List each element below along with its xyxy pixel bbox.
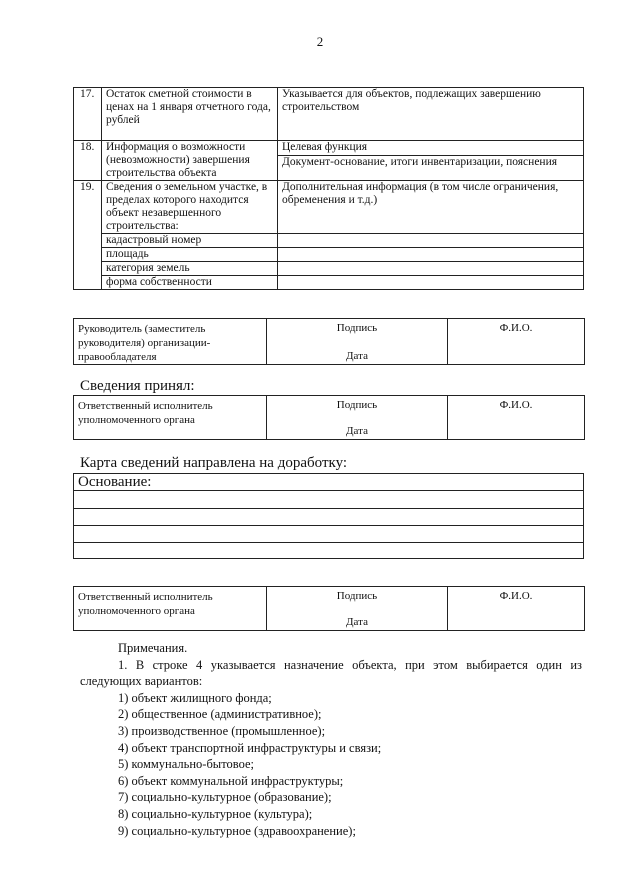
notes-paragraph-line: 1. В строке 4 указывается назначение объекта, при этом выбирается один из — [118, 657, 582, 672]
subrow-value — [278, 276, 584, 290]
subrow-label: кадастровый номер — [102, 234, 278, 248]
fio-cell[interactable] — [448, 587, 585, 631]
signature-cell[interactable] — [267, 319, 448, 365]
notes-section — [80, 640, 582, 839]
fio-label: Ф.И.О. — [499, 322, 533, 334]
fio-cell[interactable] — [448, 319, 585, 365]
row-number: 17. — [74, 88, 102, 141]
row-label: Сведения о земельном участке, в пределах которого находится объект незавершенного строительства: — [102, 181, 278, 234]
accepted-heading: Сведения принял: — [80, 378, 195, 394]
table-row — [74, 262, 584, 276]
list-item: 5) коммунально-бытовое; — [118, 757, 254, 772]
date-label: Дата — [346, 350, 368, 362]
list-item: 1) объект жилищного фонда; — [118, 690, 272, 705]
row-label: Информация о возможности (невозможности) завершения строительства объекта — [102, 141, 278, 181]
row-label: Остаток сметной стоимости в ценах на 1 января отчетного года, рублей — [102, 88, 278, 141]
signer-role: Ответственный исполнитель уполномоченного органа — [74, 396, 267, 440]
signature-label: Подпись — [336, 590, 378, 602]
notes-paragraph-line: следующих вариантов: — [80, 674, 203, 689]
basis-box[interactable] — [73, 473, 584, 559]
list-item: 7) социально-культурное (образование); — [118, 790, 332, 805]
basis-label: Основание: — [78, 474, 152, 490]
fio-cell[interactable] — [448, 396, 585, 440]
list-item: 3) производственное (промышленное); — [118, 723, 326, 738]
signature-label: Подпись — [336, 322, 378, 334]
row-value: Дополнительная информация (в том числе ограничения, обременения и т.д.) — [278, 181, 584, 234]
signature-cell[interactable] — [267, 587, 448, 631]
signer-role: Руководитель (заместитель руководителя) организации-правообладателя — [74, 319, 267, 365]
list-item: 6) объект коммунальной инфраструктуры; — [118, 773, 344, 788]
table-row — [74, 141, 584, 156]
row-number: 19. — [74, 181, 102, 290]
list-item: 9) социально-культурное (здравоохранение); — [118, 823, 356, 838]
fio-label: Ф.И.О. — [499, 590, 533, 602]
list-item: 2) общественное (административное); — [118, 707, 322, 722]
subrow-label: площадь — [102, 248, 278, 262]
row-number: 18. — [74, 141, 102, 181]
date-label: Дата — [346, 616, 368, 628]
notes-title: Примечания. — [118, 641, 188, 655]
list-item: 4) объект транспортной инфраструктуры и связи; — [118, 740, 382, 755]
table-row — [74, 88, 584, 141]
basis-line — [74, 542, 583, 543]
row-value: Документ-основание, итоги инвентаризации, пояснения — [278, 156, 584, 181]
owner-signature-table — [73, 318, 585, 365]
basis-line — [74, 525, 583, 526]
row-value: Указывается для объектов, подлежащих завершению строительством — [278, 88, 584, 141]
returned-signature-table — [73, 586, 585, 631]
basis-line — [74, 490, 583, 491]
signature-label: Подпись — [336, 399, 378, 411]
subrow-value — [278, 248, 584, 262]
table-row — [74, 248, 584, 262]
date-label: Дата — [346, 425, 368, 437]
subrow-label: категория земель — [102, 262, 278, 276]
table-row — [74, 234, 584, 248]
page-number: 2 — [316, 34, 324, 49]
table-row — [74, 181, 584, 234]
table-row — [74, 276, 584, 290]
subrow-value — [278, 262, 584, 276]
signature-cell[interactable] — [267, 396, 448, 440]
fio-label: Ф.И.О. — [499, 399, 533, 411]
object-info-table — [73, 87, 584, 290]
accepted-signature-table — [73, 395, 585, 440]
signer-role: Ответственный исполнитель уполномоченного органа — [74, 587, 267, 631]
list-item: 8) социально-культурное (культура); — [118, 806, 313, 821]
row-value: Целевая функция — [278, 141, 584, 156]
subrow-label: форма собственности — [102, 276, 278, 290]
subrow-value — [278, 234, 584, 248]
basis-line — [74, 508, 583, 509]
returned-heading: Карта сведений направлена на доработку: — [80, 455, 348, 471]
